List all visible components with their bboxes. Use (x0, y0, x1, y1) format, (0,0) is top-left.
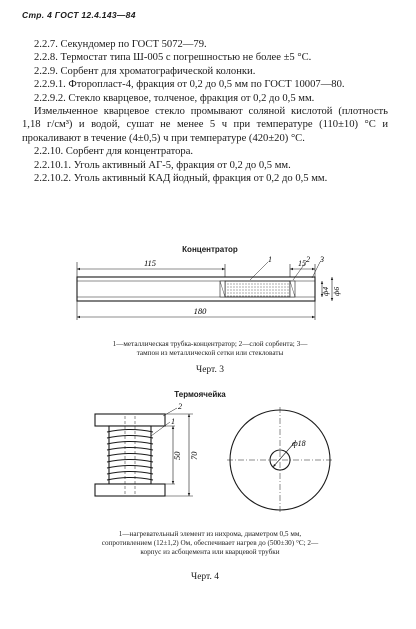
figure3-caption: 1—металлическая трубка-концентратор; 2—слой сорбента; 3—тампон из металлической сетки или стекловаты (112, 340, 308, 357)
dimension-phi6: ф6 (332, 286, 341, 296)
dimension-50: 50 (172, 451, 182, 460)
bottom-flange (95, 484, 165, 496)
paragraph-2-2-10-1: 2.2.10.1. Уголь активный АГ-5, фракция от 0,2 до 0,5 мм. (34, 159, 291, 171)
dimension-180: 180 (193, 306, 207, 316)
dimension-15: 15 (298, 259, 306, 268)
thermocell-drawing (55, 400, 385, 528)
dimension-70: 70 (189, 451, 199, 460)
paragraph-2-2-9-1: 2.2.9.1. Фторопласт-4, фракция от 0,2 до 0,5 мм по ГОСТ 10007—80. (34, 79, 345, 91)
callout-1: 1 (268, 256, 272, 264)
callout-3: 3 (320, 256, 324, 264)
figure3-title: Концентратор (182, 245, 238, 254)
dimension-phi18: ф18 (292, 439, 306, 448)
figure4-caption: 1—нагревательный элемент из нихрома, диаметром 0,5 мм, сопротивлением (12±1,2) Ом, обеспечивает нагрев до (500±30) °С; 2—корпус из асбоцемента или кварцевой трубки (101, 530, 319, 556)
paragraph-2-2-10-2: 2.2.10.2. Уголь активный КАД йодный, фракция от 0,2 до 0,5 мм. (34, 173, 328, 185)
paragraph-2-2-10: 2.2.10. Сорбент для концентратора. (34, 146, 194, 158)
paragraph-2-2-7: 2.2.7. Секундомер по ГОСТ 5072—79. (34, 39, 207, 50)
callout-2: 2 (178, 402, 182, 411)
dimension-115: 115 (143, 258, 157, 268)
concentrator-drawing (50, 256, 350, 338)
dimension-phi4: ф4 (321, 286, 330, 296)
sorbent-layer (225, 281, 290, 297)
page-header: Стр. 4 ГОСТ 12.4.143—84 (22, 10, 136, 20)
paragraph-2-2-9-2: 2.2.9.2. Стекло кварцевое, толченое, фракция от 0,2 до 0,5 мм. (34, 92, 315, 104)
callout-2: 2 (306, 256, 310, 264)
top-flange (95, 414, 165, 426)
paragraph-2-2-8: 2.2.8. Термостат типа Ш-005 с погрешностью не более ±5 °С. (34, 52, 312, 64)
figure4-title: Термоячейка (174, 390, 226, 399)
body-text (22, 38, 388, 185)
paragraph-2-2-9: 2.2.9. Сорбент для хроматографической колонки. (34, 65, 256, 77)
callout-1: 1 (171, 417, 175, 426)
figure3-label: Черт. 3 (196, 365, 224, 375)
paragraph-quartz-preparation: Измельченное кварцевое стекло промывают соляной кислотой (плотность 1,18 г/см³) и водой, сушат не менее 5 ч при температуре (110±10) °С и прокаливают в течение (4±0,5) ч при температуре (420±20) °С. (22, 106, 388, 144)
figure4-label: Черт. 4 (191, 572, 219, 582)
